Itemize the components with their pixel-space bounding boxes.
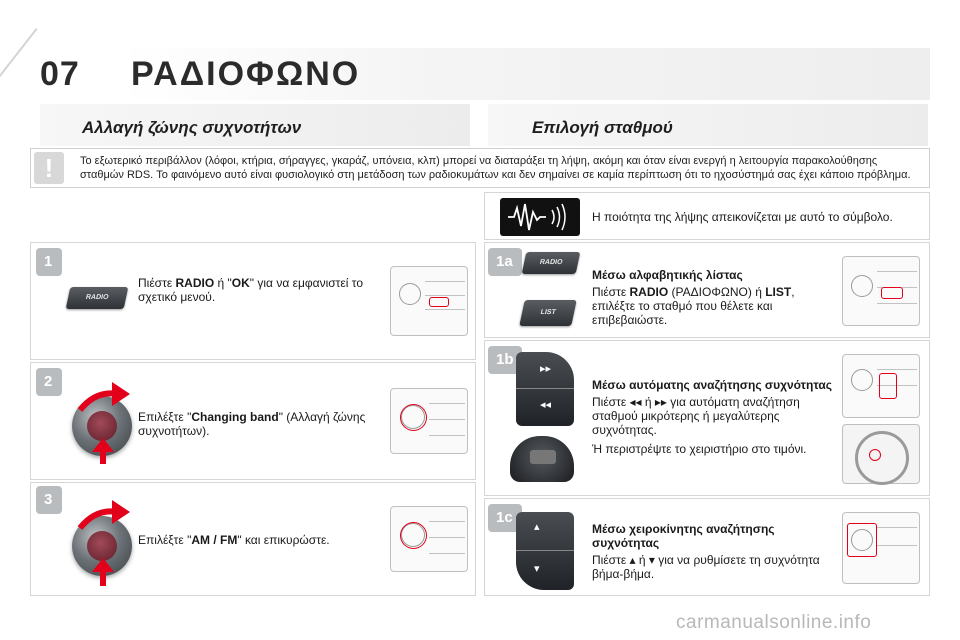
rotate-arrow-icon: [66, 380, 138, 470]
audio-panel-knob-icon: [390, 388, 468, 454]
exclamation-icon: !: [34, 152, 64, 184]
chapter-title: ΡΑΔΙΟΦΩΝΟ: [131, 55, 361, 93]
step-1a-text: Μέσω αλφαβητικής λίστας Πιέστε RADIO (ΡΑΔΙΟΦΩΝΟ) ή LIST, επιλέξτε το σταθμό που θέλετε και επιβεβαιώστε.: [592, 268, 795, 327]
audio-panel-tune-icon: [842, 512, 920, 584]
step-1-badge: 1: [36, 248, 62, 276]
tune-buttons-icon: ▴ ▾: [516, 512, 574, 590]
radio-key-icon: RADIO: [522, 252, 581, 274]
step-1b-badge: 1b: [488, 346, 522, 374]
step-1b-text: Μέσω αυτόματης αναζήτησης συχνότητας Πιέστε ◂◂ ή ▸▸ για αυτόματη αναζήτηση σταθμού μικρότερης ή μεγαλύτερης συχνότητας. Ή περιστρέψτε το χειριστήριο στο τιμόνι.: [592, 378, 833, 456]
step-2-badge: 2: [36, 368, 62, 396]
step-3-text: Επιλέξτε "AM / FM" και επικυρώστε.: [138, 533, 330, 547]
step-1a-badge: 1a: [488, 248, 522, 276]
steering-wheel-icon: [842, 424, 920, 484]
watermark: carmanualsonline.info: [676, 612, 872, 633]
audio-panel-icon: [390, 266, 468, 336]
chapter-number: 07: [40, 55, 80, 93]
audio-panel-seek-icon: [842, 354, 920, 418]
seek-buttons-icon: ▸▸ ◂◂: [516, 352, 574, 426]
decorative-diagonal: [0, 28, 38, 116]
step-1c-text: Μέσω χειροκίνητης αναζήτησης συχνότητας Πιέστε ▴ ή ▾ για να ρυθμίσετε τη συχνότητα βήμα-βήμα.: [592, 522, 820, 581]
step-1-text: Πιέστε RADIO ή "OK" για να εμφανιστεί το σχετικό μενού.: [138, 276, 363, 304]
right-section-title: Επιλογή σταθμού: [532, 118, 673, 137]
reception-text: Η ποιότητα της λήψης απεικονίζεται με αυτό το σύμβολο.: [592, 210, 893, 224]
warning-text: Το εξωτερικό περιβάλλον (λόφοι, κτήρια, σήραγγες, γκαράζ, υπόνεια, κλπ) μπορεί να διαταράξει τη λήψη, ακόμη και όταν είναι ενεργή η λειτουργία παρακολούθησης σταθμών RDS. Το φαινόμενο αυτό είναι φυσιολογικό στη μετάδοση των ραδιοκυμάτων και δεν σημαίνει σε καμία περίπτωση ότι το ηχοσύστημά σας έχει κάποιο πρόβλημα.: [80, 155, 911, 181]
audio-panel-icon: [842, 256, 920, 326]
step-1c-badge: 1c: [488, 504, 522, 532]
rotate-arrow-icon: [66, 498, 138, 592]
audio-panel-knob-icon: [390, 506, 468, 572]
step-2-text: Επιλέξτε "Changing band" (Αλλαγή ζώνης συχνοτήτων).: [138, 410, 366, 438]
list-key-icon: LIST: [519, 300, 577, 326]
left-section-title: Αλλαγή ζώνης συχνοτήτων: [82, 118, 302, 137]
reception-signal-icon: [500, 198, 580, 236]
step-3-badge: 3: [36, 486, 62, 514]
radio-key-icon: RADIO: [66, 287, 129, 309]
